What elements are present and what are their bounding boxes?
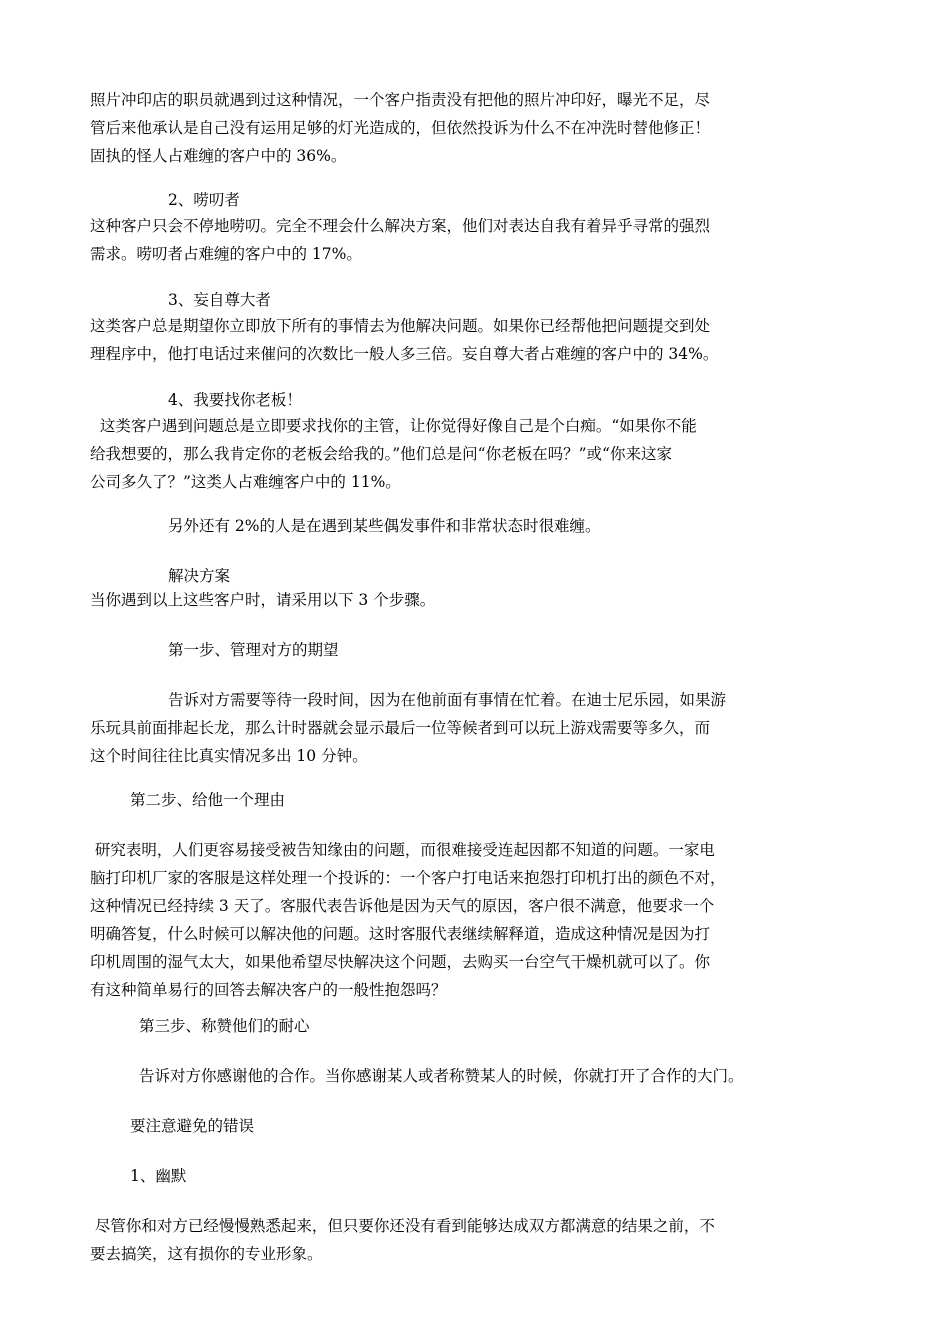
text-line: 给我想要的，那么我肯定你的老板会给我的。”他们总是问“你老板在吗？”或“你来这家 <box>90 445 672 463</box>
heading-humor <box>130 1162 865 1190</box>
text-line: 印机周围的湿气太大，如果他希望尽快解决这个问题，去购买一台空气干燥机就可以了。你 <box>90 953 711 971</box>
paragraph-photo-shop <box>90 86 865 170</box>
heading-text: 4、我要找你老板！ <box>168 391 302 409</box>
text-line: 这类客户总是期望你立即放下所有的事情去为他解决问题。如果你已经帮他把问题提交到处 <box>90 317 711 335</box>
text-line: 脑打印机厂家的客服是这样处理一个投诉的：一个客户打电话来抱怨打印机打出的颜色不对， <box>90 869 726 887</box>
text-line: 这种客户只会不停地唠叨。完全不理会什么解决方案，他们对表达自我有着异乎寻常的强烈 <box>90 217 711 235</box>
text-line: 研究表明，人们更容易接受被告知缘由的问题，而很难接受连起因都不知道的问题。一家电 <box>90 841 715 859</box>
text-line: 尽管你和对方已经慢慢熟悉起来，但只要你还没有看到能够达成双方都满意的结果之前，不 <box>90 1217 715 1235</box>
heading-arrogant <box>168 286 865 314</box>
heading-text: 第二步、给他一个理由 <box>130 791 286 809</box>
heading-find-boss <box>168 386 865 414</box>
heading-text: 第三步、称赞他们的耐心 <box>139 1017 310 1035</box>
text-line: 要去搞笑，这有损你的专业形象。 <box>90 1245 323 1263</box>
text-line: 管后来他承认是自己没有运用足够的灯光造成的，但依然投诉为什么不在冲洗时替他修正！ <box>90 119 711 137</box>
heading-text: 第一步、管理对方的期望 <box>168 641 339 659</box>
paragraph-step-1 <box>90 686 865 770</box>
heading-step-2 <box>130 786 865 814</box>
paragraph-step-3 <box>139 1062 865 1090</box>
text-line: 当你遇到以上这些客户时，请采用以下 3 个步骤。 <box>90 591 436 609</box>
paragraph-step-2 <box>90 836 865 1004</box>
text-line: 告诉对方需要等待一段时间，因为在他前面有事情在忙着。在迪士尼乐园，如果游 <box>168 691 727 709</box>
text-line: 有这种简单易行的回答去解决客户的一般性抱怨吗？ <box>90 981 447 999</box>
text-line: 需求。唠叨者占难缠的客户中的 17%。 <box>90 245 362 263</box>
text-line: 照片冲印店的职员就遇到过这种情况，一个客户指责没有把他的照片冲印好，曝光不足，尽 <box>90 91 711 109</box>
heading-text: 2、唠叨者 <box>168 191 240 209</box>
heading-text: 要注意避免的错误 <box>130 1117 255 1135</box>
paragraph-other <box>168 512 865 540</box>
heading-text: 解决方案 <box>168 567 231 585</box>
paragraph-find-boss <box>90 412 865 496</box>
heading-step-3 <box>139 1012 865 1040</box>
heading-nagger <box>168 186 865 214</box>
heading-mistakes <box>130 1112 865 1140</box>
heading-text: 1、幽默 <box>130 1167 187 1185</box>
text-line: 理程序中，他打电话过来催问的次数比一般人多三倍。妄自尊大者占难缠的客户中的 34%。 <box>90 345 719 363</box>
text-line: 乐玩具前面排起长龙，那么计时器就会显示最后一位等候者到可以玩上游戏需要等多久，而 <box>90 719 711 737</box>
text-line: 明确答复，什么时候可以解决他的问题。这时客服代表继续解释道，造成这种情况是因为打 <box>90 925 711 943</box>
text-line: 另外还有 2%的人是在遇到某些偶发事件和非常状态时很难缠。 <box>168 517 601 535</box>
paragraph-arrogant <box>90 312 865 368</box>
text-line: 告诉对方你感谢他的合作。当你感谢某人或者称赞某人的时候，你就打开了合作的大门。 <box>139 1067 744 1085</box>
paragraph-solution <box>90 586 865 614</box>
paragraph-nagger <box>90 212 865 268</box>
text-line: 这类客户遇到问题总是立即要求找你的主管，让你觉得好像自己是个白痴。“如果你不能 <box>90 417 697 435</box>
text-line: 这种情况已经持续 3 天了。客服代表告诉他是因为天气的原因，客户很不满意，他要求一个 <box>90 897 715 915</box>
text-line: 公司多久了？”这类人占难缠客户中的 11%。 <box>90 473 401 491</box>
text-line: 这个时间往往比真实情况多出 10 分钟。 <box>90 747 368 765</box>
text-line: 固执的怪人占难缠的客户中的 36%。 <box>90 147 347 165</box>
paragraph-humor <box>90 1212 865 1268</box>
heading-text: 3、妄自尊大者 <box>168 291 271 309</box>
heading-step-1 <box>168 636 865 664</box>
